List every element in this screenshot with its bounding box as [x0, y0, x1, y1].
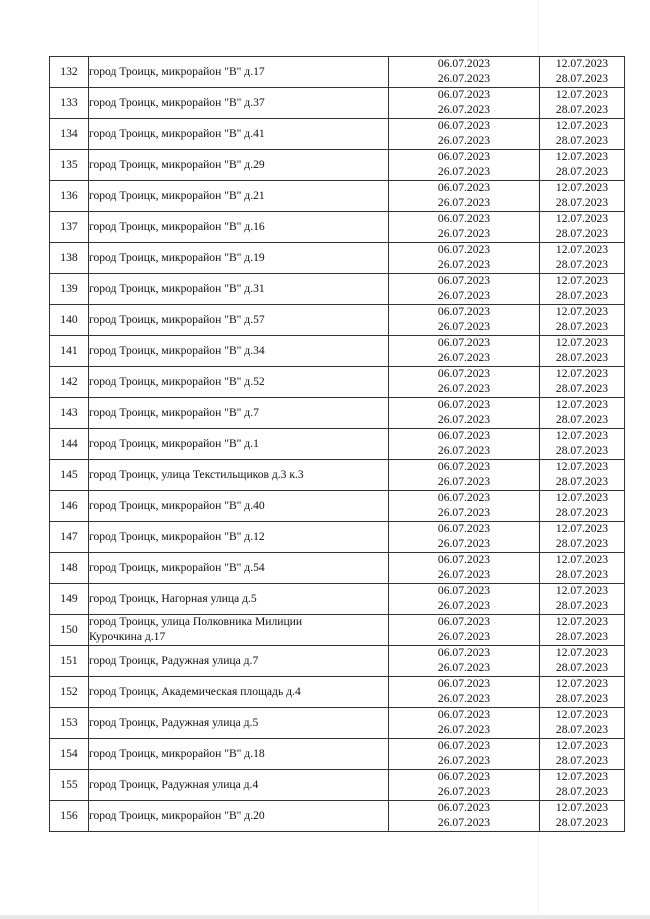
address-cell — [89, 243, 389, 274]
table-row — [50, 181, 625, 212]
table-row — [50, 305, 625, 336]
address-cell — [89, 708, 389, 739]
date-start: 12.07.2023 — [555, 429, 609, 443]
date-range-cell-a — [389, 305, 540, 336]
date-range-cell-b — [540, 274, 625, 305]
row-number: 153 — [50, 708, 89, 739]
address-line: город Троицк, Радужная улица д.7 — [89, 653, 259, 667]
date-end: 26.07.2023 — [437, 382, 491, 395]
date-range-cell-a — [389, 739, 540, 770]
date-end: 26.07.2023 — [437, 599, 491, 612]
date-range-cell-b — [540, 57, 625, 88]
date-range-cell-b — [540, 460, 625, 491]
row-number: 138 — [50, 243, 89, 274]
date-start: 06.07.2023 — [437, 708, 491, 722]
address-cell — [89, 150, 389, 181]
date-start: 12.07.2023 — [555, 274, 609, 288]
address-cell — [89, 646, 389, 677]
table-row — [50, 336, 625, 367]
date-start: 06.07.2023 — [437, 119, 491, 133]
date-end: 28.07.2023 — [555, 754, 609, 767]
date-start: 06.07.2023 — [437, 429, 491, 443]
row-number: 147 — [50, 522, 89, 553]
row-number: 149 — [50, 584, 89, 615]
date-end: 28.07.2023 — [555, 692, 609, 705]
date-end: 28.07.2023 — [555, 537, 609, 550]
date-start: 12.07.2023 — [555, 646, 609, 660]
address-line: город Троицк, микрорайон "В" д.7 — [89, 405, 259, 419]
table-row — [50, 646, 625, 677]
date-end: 26.07.2023 — [437, 165, 491, 178]
date-end: 28.07.2023 — [555, 506, 609, 519]
date-range-cell-b — [540, 150, 625, 181]
date-range-cell-b — [540, 181, 625, 212]
table-row — [50, 274, 625, 305]
date-end: 28.07.2023 — [555, 568, 609, 581]
date-end: 26.07.2023 — [437, 196, 491, 209]
date-end: 28.07.2023 — [555, 134, 609, 147]
date-start: 06.07.2023 — [437, 367, 491, 381]
table-row — [50, 367, 625, 398]
address-line: город Троицк, микрорайон "В" д.34 — [89, 343, 265, 357]
date-start: 06.07.2023 — [437, 181, 491, 195]
address-cell — [89, 522, 389, 553]
date-range-cell-a — [389, 801, 540, 832]
address-line: город Троицк, Академическая площадь д.4 — [89, 684, 301, 698]
table-row — [50, 491, 625, 522]
date-start: 06.07.2023 — [437, 212, 491, 226]
address-cell — [89, 367, 389, 398]
date-range-cell-a — [389, 57, 540, 88]
date-start: 12.07.2023 — [555, 739, 609, 753]
address-cell — [89, 336, 389, 367]
address-line: город Троицк, улица Полковника Милиции — [89, 615, 303, 629]
address-line: город Троицк, микрорайон "В" д.54 — [89, 560, 265, 574]
address-line: город Троицк, микрорайон "В" д.16 — [89, 219, 265, 233]
date-range-cell-b — [540, 770, 625, 801]
date-end: 28.07.2023 — [555, 816, 609, 829]
address-line: город Троицк, Радужная улица д.5 — [89, 715, 259, 729]
date-start: 12.07.2023 — [555, 398, 609, 412]
date-range-cell-a — [389, 708, 540, 739]
date-start: 12.07.2023 — [555, 57, 609, 71]
date-end: 28.07.2023 — [555, 475, 609, 488]
date-range-cell-b — [540, 584, 625, 615]
date-range-cell-a — [389, 274, 540, 305]
date-end: 28.07.2023 — [555, 227, 609, 240]
date-start: 06.07.2023 — [437, 398, 491, 412]
date-end: 26.07.2023 — [437, 134, 491, 147]
date-range-cell-a — [389, 553, 540, 584]
date-range-cell-b — [540, 491, 625, 522]
date-range-cell-a — [389, 770, 540, 801]
address-line: город Троицк, микрорайон "В" д.57 — [89, 312, 265, 326]
address-line: город Троицк, микрорайон "В" д.21 — [89, 188, 265, 202]
date-start: 12.07.2023 — [555, 336, 609, 350]
address-cell — [89, 801, 389, 832]
address-cell — [89, 677, 389, 708]
date-end: 26.07.2023 — [437, 816, 491, 829]
date-start: 12.07.2023 — [555, 181, 609, 195]
date-start: 12.07.2023 — [555, 770, 609, 784]
address-line: город Троицк, микрорайон "В" д.18 — [89, 746, 265, 760]
date-end: 26.07.2023 — [437, 351, 491, 364]
date-end: 26.07.2023 — [437, 413, 491, 426]
date-start: 06.07.2023 — [437, 150, 491, 164]
date-start: 06.07.2023 — [437, 615, 491, 629]
date-range-cell-a — [389, 677, 540, 708]
row-number: 150 — [50, 615, 89, 646]
row-number: 139 — [50, 274, 89, 305]
table-row — [50, 150, 625, 181]
row-number: 154 — [50, 739, 89, 770]
date-end: 26.07.2023 — [437, 475, 491, 488]
row-number: 136 — [50, 181, 89, 212]
date-start: 06.07.2023 — [437, 522, 491, 536]
date-end: 28.07.2023 — [555, 196, 609, 209]
date-end: 28.07.2023 — [555, 320, 609, 333]
date-range-cell-a — [389, 584, 540, 615]
date-start: 06.07.2023 — [437, 88, 491, 102]
date-start: 06.07.2023 — [437, 491, 491, 505]
row-number: 155 — [50, 770, 89, 801]
date-start: 12.07.2023 — [555, 615, 609, 629]
address-cell — [89, 212, 389, 243]
date-start: 06.07.2023 — [437, 243, 491, 257]
date-range-cell-a — [389, 181, 540, 212]
date-range-cell-b — [540, 119, 625, 150]
date-start: 06.07.2023 — [437, 770, 491, 784]
date-range-cell-b — [540, 801, 625, 832]
table-row — [50, 522, 625, 553]
date-start: 12.07.2023 — [555, 150, 609, 164]
row-number: 156 — [50, 801, 89, 832]
address-line: город Троицк, микрорайон "В" д.29 — [89, 157, 265, 171]
date-end: 26.07.2023 — [437, 723, 491, 736]
row-number: 132 — [50, 57, 89, 88]
row-number: 144 — [50, 429, 89, 460]
row-number: 151 — [50, 646, 89, 677]
address-cell — [89, 739, 389, 770]
row-number: 142 — [50, 367, 89, 398]
address-cell — [89, 584, 389, 615]
row-number: 148 — [50, 553, 89, 584]
address-line: город Троицк, микрорайон "В" д.20 — [89, 808, 265, 822]
date-end: 26.07.2023 — [437, 661, 491, 674]
table-row — [50, 615, 625, 646]
date-end: 28.07.2023 — [555, 382, 609, 395]
table-row — [50, 553, 625, 584]
table-row — [50, 677, 625, 708]
date-range-cell-b — [540, 646, 625, 677]
date-end: 26.07.2023 — [437, 227, 491, 240]
date-end: 28.07.2023 — [555, 661, 609, 674]
table-row — [50, 460, 625, 491]
address-cell — [89, 615, 389, 646]
date-end: 28.07.2023 — [555, 785, 609, 798]
date-range-cell-a — [389, 367, 540, 398]
address-cell — [89, 88, 389, 119]
date-start: 12.07.2023 — [555, 491, 609, 505]
date-end: 26.07.2023 — [437, 72, 491, 85]
address-line: город Троицк, Нагорная улица д.5 — [89, 591, 257, 605]
row-number: 152 — [50, 677, 89, 708]
table-row — [50, 57, 625, 88]
date-end: 26.07.2023 — [437, 568, 491, 581]
table-row — [50, 584, 625, 615]
date-end: 28.07.2023 — [555, 165, 609, 178]
address-cell — [89, 491, 389, 522]
address-line: город Троицк, микрорайон "В" д.12 — [89, 529, 265, 543]
table-row — [50, 243, 625, 274]
date-end: 28.07.2023 — [555, 413, 609, 426]
date-start: 06.07.2023 — [437, 336, 491, 350]
address-line: город Троицк, микрорайон "В" д.37 — [89, 95, 265, 109]
address-line: город Троицк, микрорайон "В" д.31 — [89, 281, 265, 295]
date-start: 06.07.2023 — [437, 57, 491, 71]
date-end: 26.07.2023 — [437, 785, 491, 798]
date-start: 06.07.2023 — [437, 274, 491, 288]
table-row — [50, 429, 625, 460]
table-row — [50, 770, 625, 801]
date-start: 06.07.2023 — [437, 646, 491, 660]
table-row — [50, 212, 625, 243]
date-start: 12.07.2023 — [555, 522, 609, 536]
date-range-cell-a — [389, 150, 540, 181]
date-start: 12.07.2023 — [555, 367, 609, 381]
date-range-cell-a — [389, 336, 540, 367]
date-start: 12.07.2023 — [555, 584, 609, 598]
address-line: город Троицк, микрорайон "В" д.41 — [89, 126, 265, 140]
address-cell — [89, 770, 389, 801]
address-cell — [89, 429, 389, 460]
date-start: 06.07.2023 — [437, 801, 491, 815]
row-number: 135 — [50, 150, 89, 181]
date-end: 26.07.2023 — [437, 537, 491, 550]
table-row — [50, 119, 625, 150]
date-range-cell-a — [389, 243, 540, 274]
date-range-cell-a — [389, 460, 540, 491]
date-end: 26.07.2023 — [437, 320, 491, 333]
address-cell — [89, 274, 389, 305]
date-end: 26.07.2023 — [437, 506, 491, 519]
date-start: 12.07.2023 — [555, 460, 609, 474]
table-row — [50, 739, 625, 770]
date-range-cell-b — [540, 522, 625, 553]
date-start: 06.07.2023 — [437, 305, 491, 319]
date-start: 12.07.2023 — [555, 88, 609, 102]
date-range-cell-b — [540, 615, 625, 646]
date-end: 28.07.2023 — [555, 444, 609, 457]
date-end: 26.07.2023 — [437, 630, 491, 643]
date-start: 06.07.2023 — [437, 460, 491, 474]
date-range-cell-b — [540, 553, 625, 584]
date-start: 12.07.2023 — [555, 119, 609, 133]
date-end: 26.07.2023 — [437, 103, 491, 116]
address-line: город Троицк, Радужная улица д.4 — [89, 777, 259, 791]
date-end: 28.07.2023 — [555, 258, 609, 271]
date-end: 28.07.2023 — [555, 630, 609, 643]
date-start: 12.07.2023 — [555, 243, 609, 257]
date-end: 28.07.2023 — [555, 72, 609, 85]
address-line: город Троицк, улица Текстильщиков д.3 к.3 — [89, 467, 304, 481]
date-start: 06.07.2023 — [437, 677, 491, 691]
date-range-cell-a — [389, 429, 540, 460]
address-line-continued: Курочкина д.17 — [89, 630, 166, 643]
date-range-cell-b — [540, 708, 625, 739]
row-number: 140 — [50, 305, 89, 336]
address-schedule-table — [49, 56, 625, 832]
date-range-cell-b — [540, 398, 625, 429]
address-cell — [89, 119, 389, 150]
address-cell — [89, 57, 389, 88]
date-start: 12.07.2023 — [555, 305, 609, 319]
date-range-cell-b — [540, 243, 625, 274]
date-start: 12.07.2023 — [555, 677, 609, 691]
row-number: 141 — [50, 336, 89, 367]
date-range-cell-b — [540, 212, 625, 243]
date-start: 06.07.2023 — [437, 584, 491, 598]
row-number: 133 — [50, 88, 89, 119]
date-start: 12.07.2023 — [555, 553, 609, 567]
date-range-cell-b — [540, 677, 625, 708]
table-row — [50, 88, 625, 119]
address-cell — [89, 553, 389, 584]
date-range-cell-b — [540, 367, 625, 398]
row-number: 145 — [50, 460, 89, 491]
address-line: город Троицк, микрорайон "В" д.17 — [89, 64, 265, 78]
table-body — [50, 57, 625, 832]
date-end: 26.07.2023 — [437, 289, 491, 302]
date-range-cell-b — [540, 336, 625, 367]
address-cell — [89, 460, 389, 491]
date-range-cell-a — [389, 119, 540, 150]
date-range-cell-a — [389, 522, 540, 553]
date-range-cell-b — [540, 739, 625, 770]
row-number: 134 — [50, 119, 89, 150]
row-number: 146 — [50, 491, 89, 522]
date-range-cell-a — [389, 212, 540, 243]
address-cell — [89, 305, 389, 336]
row-number: 143 — [50, 398, 89, 429]
date-end: 26.07.2023 — [437, 692, 491, 705]
scan-edge — [0, 915, 650, 919]
address-line: город Троицк, микрорайон "В" д.40 — [89, 498, 265, 512]
date-range-cell-b — [540, 305, 625, 336]
table-row — [50, 708, 625, 739]
date-range-cell-a — [389, 615, 540, 646]
address-cell — [89, 398, 389, 429]
date-range-cell-a — [389, 646, 540, 677]
date-range-cell-a — [389, 88, 540, 119]
date-start: 06.07.2023 — [437, 553, 491, 567]
address-cell — [89, 181, 389, 212]
date-end: 28.07.2023 — [555, 723, 609, 736]
date-end: 28.07.2023 — [555, 289, 609, 302]
date-range-cell-b — [540, 88, 625, 119]
date-range-cell-b — [540, 429, 625, 460]
date-end: 28.07.2023 — [555, 599, 609, 612]
date-start: 12.07.2023 — [555, 708, 609, 722]
address-line: город Троицк, микрорайон "В" д.52 — [89, 374, 265, 388]
date-end: 28.07.2023 — [555, 103, 609, 116]
date-start: 12.07.2023 — [555, 801, 609, 815]
date-range-cell-a — [389, 398, 540, 429]
date-end: 26.07.2023 — [437, 754, 491, 767]
table-row — [50, 801, 625, 832]
date-start: 12.07.2023 — [555, 212, 609, 226]
date-start: 06.07.2023 — [437, 739, 491, 753]
row-number: 137 — [50, 212, 89, 243]
address-line: город Троицк, микрорайон "В" д.1 — [89, 436, 259, 450]
address-line: город Троицк, микрорайон "В" д.19 — [89, 250, 265, 264]
date-end: 26.07.2023 — [437, 444, 491, 457]
table-row — [50, 398, 625, 429]
date-end: 26.07.2023 — [437, 258, 491, 271]
date-range-cell-a — [389, 491, 540, 522]
date-end: 28.07.2023 — [555, 351, 609, 364]
